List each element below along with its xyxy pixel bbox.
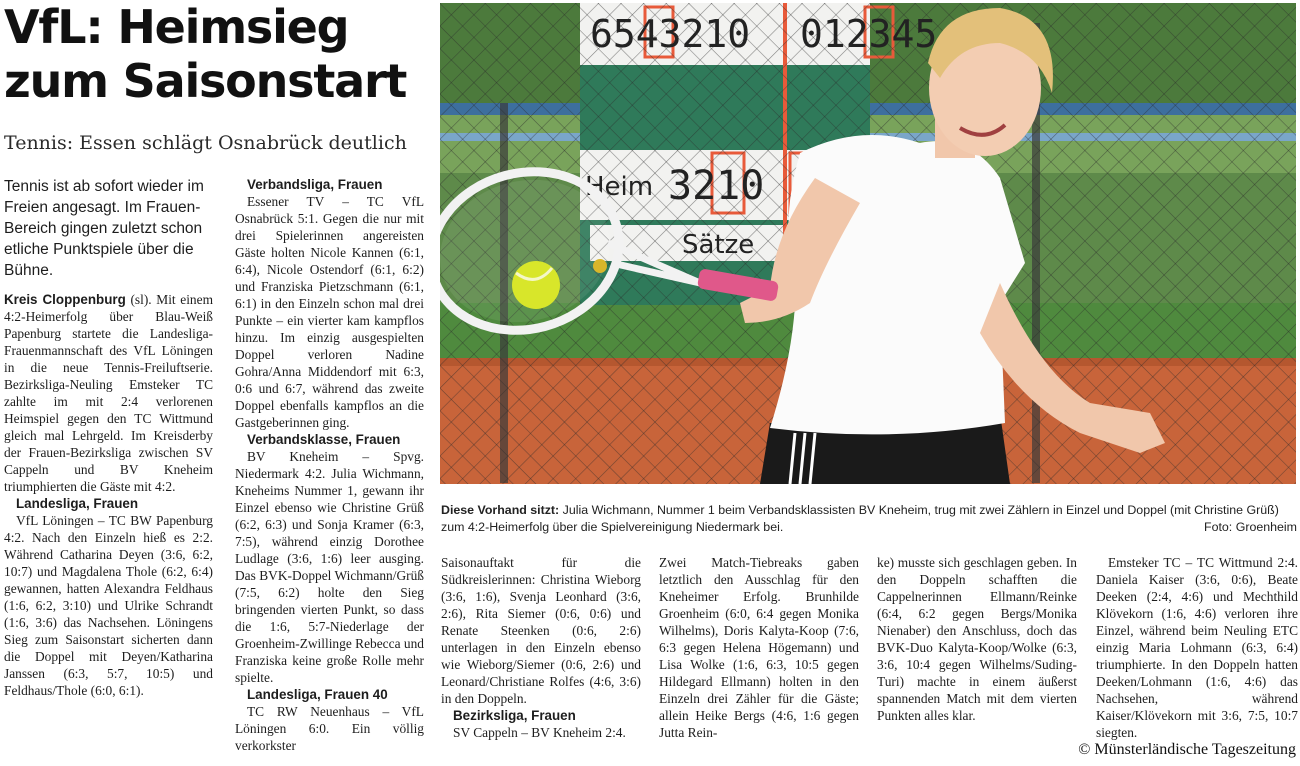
article-column-1 (4, 176, 213, 699)
paragraph-bezirksliga: SV Cappeln – BV Kneheim 2:4. (453, 725, 626, 740)
paragraph-col5: ke) musste sich geschlagen geben. In den Doppeln schafften die Cappelnerinnen Ellmann/Reinke (6:4, 6:2 gegen Bergs/Monika Nienaber) den Anschluss, doch das BVK-Duo Kalyta-Koop/Wolke (6:3, 3:6, 10:4 gegen Wilhelms/Suding-Turi) machte in einem äußerst spannenden Match mit dem vierten Punkten alles klar. (877, 555, 1077, 723)
heading-landesliga: Landesliga, Frauen (16, 496, 139, 511)
article-column-2 (235, 176, 424, 754)
article-column-5 (877, 554, 1077, 724)
article-column-4 (659, 554, 859, 741)
photo-credit: Foto: Groenheim (1204, 519, 1297, 534)
heading-landesliga-40: Landesliga, Frauen 40 (247, 687, 388, 702)
headline-line-1: VfL: Heimsieg (4, 0, 349, 54)
headline-line-2: zum Saisonstart (4, 54, 407, 108)
tennis-photo (440, 3, 1296, 484)
heading-bezirksliga: Bezirksliga, Frauen (453, 708, 576, 723)
headline (4, 0, 434, 108)
article-column-6 (1096, 554, 1298, 741)
dateline-text: (sl). Mit einem 4:2-Heimerfolg über Blau-Weiß Papenburg startete die Landesliga-Frauenmannschaft des VfL Löningen in die neue Tennis-Freiluftserie. Bezirksliga-Neuling Emsteker TC zahlte im mit 2:4 verlorenen Heimspiel gegen den TC Wittmund gleich mal Lehrgeld. Im Kreisderby der Frauen-Bezirksliga zwischen SV Cappeln und BV Kneheim triumphierten die Gäste mit 4:2. (4, 292, 213, 494)
paragraph-landesliga-40: TC RW Neuenhaus – VfL Löningen 6:0. Ein völlig verkorkster (235, 704, 424, 753)
heading-verbandsklasse: Verbandsklasse, Frauen (247, 432, 401, 447)
paragraph-col4: Zwei Match-Tiebreaks gaben letztlich den Ausschlag für den Kneheimer Erfolg. Brunhilde Groenheim (6:0, 6:4 gegen Monika Wilhelms), Doris Kalyta-Koop (7:6, 6:3 gegen Helena Högemann) und Lisa Wolke (1:6, 6:3, 10:5 gegen Hildegard Ellmann) holten in den Einzeln drei Zähler für die Gäste; allein Heike Bergs (4:6, 1:6 gegen Jutta Rein- (659, 555, 859, 740)
lead-paragraph: Tennis ist ab sofort wieder im Freien angesagt. Im Frauen-Bereich gingen zuletzt schon etliche Punktspiele über die Bühne. (4, 178, 204, 279)
heading-verbandsliga: Verbandsliga, Frauen (247, 177, 383, 192)
paragraph-landesliga: VfL Löningen – TC BW Papenburg 4:2. Nach den Einzeln hieß es 2:2. Während Catharina Deyen (3:6, 6:2, 10:7) und Magdalena Thole (6:2, 6:4) gewannen, hatten Alexandra Feldhaus (1:6, 6:2, 3:10) und Ulrike Schrandt (1:6, 3:6) das Nachsehen. Löningens Sieg zum Saisonstart sicherten dann die Doppel mit Deyen/Katharina Janssen (6:3, 5:7, 10:5) und Feldhaus/Thole (6:0, 6:1). (4, 513, 213, 698)
paragraph-col6: Emsteker TC – TC Wittmund 2:4. Daniela Kaiser (3:6, 0:6), Beate Deeken (2:4, 4:6) und Mechthild Klövekorn (1:6, 4:6) verloren ihre Einzel, während beim Neuling ETC einzig Maria Lohmann (6:3, 6:4) triumphierte. In den Doppeln hatten Deeken/Lohmann (1:6, 4:6) das Nachsehen, während Kaiser/Klövekorn mit 3:6, 7:5, 10:7 siegten. (1096, 555, 1298, 740)
subheadline: Tennis: Essen schlägt Osnabrück deutlich (4, 132, 407, 154)
dateline-place: Kreis Cloppenburg (4, 292, 126, 307)
photo-caption (441, 502, 1297, 535)
paragraph-col3: Saisonauftakt für die Südkreislerinnen: Christina Wieborg (3:6, 1:6), Svenja Leonhard (3:6, 2:6), Rita Siemer (0:6, 0:6) und Renate Steenken (0:6, 2:6) unterlagen in den Einzeln ebenso wie Wieborg/Siemer (0:6, 2:6) und Leonard/Christiane Rolfes (4:6, 3:6) in den Doppeln. (441, 555, 641, 706)
paragraph-verbandsliga: Essener TV – TC VfL Osnabrück 5:1. Gegen die nur mit drei Spielerinnen angereisten Gäste holten Nicole Kannen (6:1, 6:4), Nicole Ostendorf (6:1, 6:2) und Franziska Pietzschmann (6:1, 6:1) in den Einzeln schon mal drei Punkte – ein vierter kam kampflos hinzu. Im einzig ausgespielten Doppel verloren Nadine Gohra/Anna Middendorf mit 6:3, 0:6 und 6:7, während das zweite Doppel ebenfalls kampflos an die Gastgeberinnen ging. (235, 194, 424, 430)
paragraph-verbandsklasse: BV Kneheim – Spvg. Niedermark 4:2. Julia Wichmann, Kneheims Nummer 1, gewann ihr Einzel ebenso wie Christine Grüß (6:2, 6:3) und Sonja Kramer (6:3, 7:5), während einzig Dorothee Ludlage (3:6, 1:6) leer ausging. Das BVK-Doppel Wichmann/Grüß (7:5, 6:2) holte den Sieg bringenden vierten Punkt, so dass die 1:6, 5:7-Niederlage der Groenheim-Zwillinge Rebecca und Franziska keine große Rolle mehr spielte. (235, 449, 424, 685)
caption-text: Julia Wichmann, Nummer 1 beim Verbandsklassisten BV Kneheim, trug mit zwei Zählern in Einzel und Doppel (mit Christine Grüß) zum 4:2-Heimerfolg über die Spielvereinigung Niedermark bei. (441, 503, 1279, 534)
article-column-3 (441, 554, 641, 741)
copyright-notice: © Münsterländische Tageszeitung (1078, 741, 1296, 758)
caption-bold: Diese Vorhand sitzt: (441, 503, 560, 517)
dateline-paragraph (4, 291, 213, 495)
